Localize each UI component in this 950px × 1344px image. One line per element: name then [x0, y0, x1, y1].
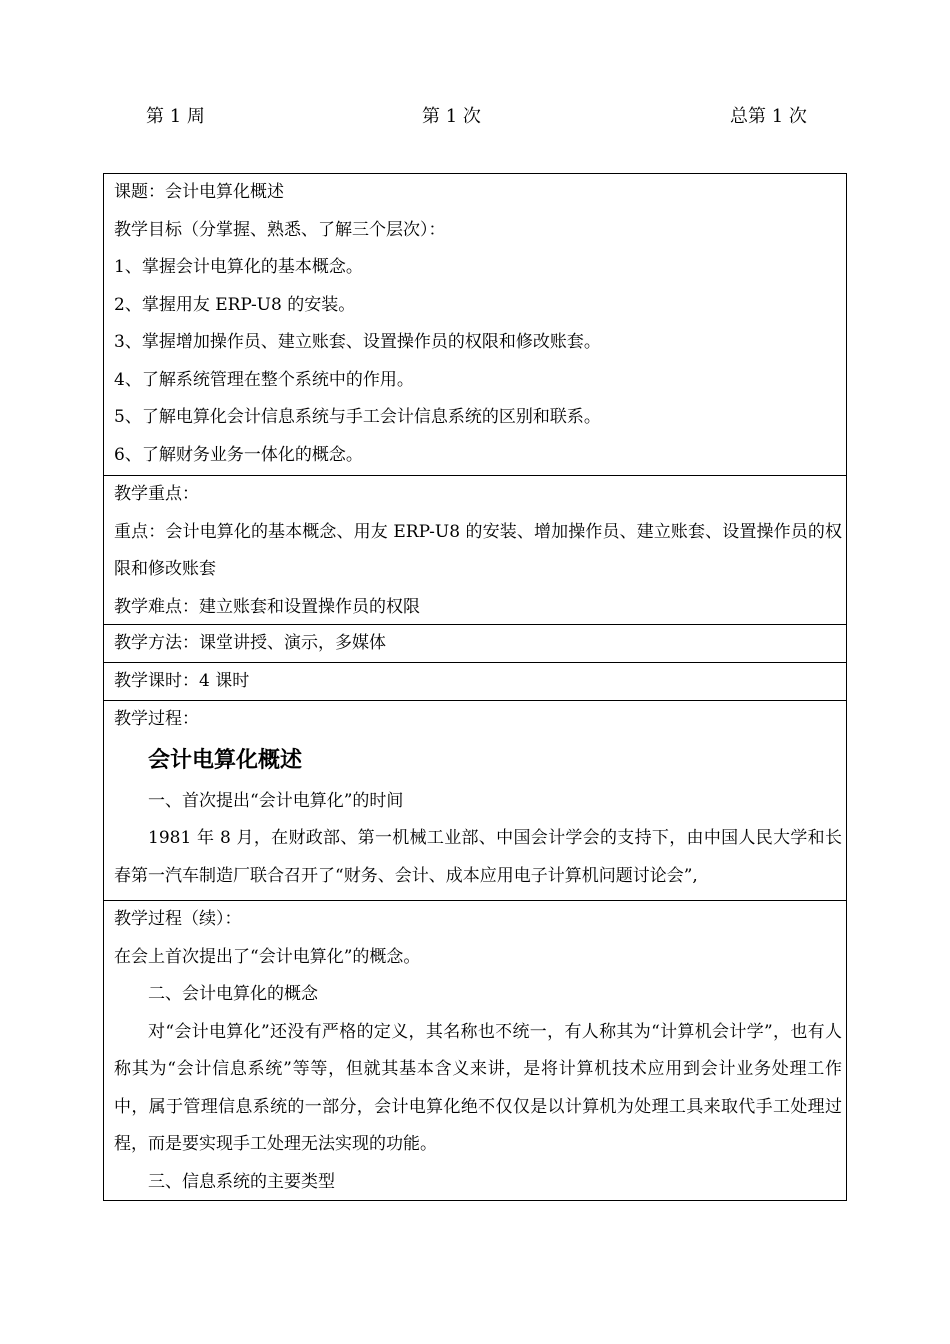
section-3-heading: 三、信息系统的主要类型	[148, 1171, 335, 1192]
method-cell	[104, 624, 846, 662]
key-points-cell	[104, 475, 846, 624]
section-1-paragraph-end: 在会上首次提出了“会计电算化”的概念。	[114, 946, 421, 967]
key-points-heading: 教学重点：	[114, 484, 199, 504]
key-points-focus: 重点：会计电算化的基本概念、用友 ERP-U8 的安装、增加操作员、建立账套、设置操作员的权限和修改账套	[114, 521, 842, 579]
process-heading: 教学过程：	[114, 709, 199, 729]
goal-item: 1、掌握会计电算化的基本概念。	[114, 257, 363, 277]
process-continued-heading: 教学过程（续）：	[114, 909, 242, 929]
section-2-heading: 二、会计电算化的概念	[148, 984, 318, 1004]
section-2-paragraph: 对“会计电算化”还没有严格的定义，其名称也不统一，有人称其为“计算机会计学”，也有人称其为“会计信息系统”等等，但就其基本含义来讲，是将计算机技术应用到会计业务处理工作中，属于管理信息系统的一部分，会计电算化绝不仅仅是以计算机为处理工具来取代手工处理过程，而是要实现手工处理无法实现的功能。	[114, 1021, 842, 1154]
process-title: 会计电算化概述	[148, 747, 303, 773]
goal-item: 2、掌握用友 ERP-U8 的安装。	[114, 294, 356, 315]
section-1-paragraph: 1981 年 8 月，在财政部、第一机械工业部、中国会计学会的支持下，由中国人民大学和长春第一汽车制造厂联合召开了“财务、会计、成本应用电子计算机问题讨论会”,	[114, 828, 842, 886]
goals-heading: 教学目标（分掌握、熟悉、了解三个层次）：	[114, 219, 446, 240]
teaching-method: 教学方法：课堂讲授、演示，多媒体	[114, 633, 386, 653]
process-continued-cell	[104, 900, 846, 1200]
section-1-heading: 一、首次提出“会计电算化”的时间	[148, 790, 404, 811]
goal-item: 5、了解电算化会计信息系统与手工会计信息系统的区别和联系。	[114, 407, 601, 427]
session-label: 第 1 次	[422, 106, 481, 127]
total-session-label: 总第 1 次	[730, 106, 807, 127]
topic-cell	[104, 174, 846, 475]
goal-item: 3、掌握增加操作员、建立账套、设置操作员的权限和修改账套。	[114, 332, 601, 352]
topic-title: 课题：会计电算化概述	[114, 182, 284, 202]
lesson-plan-table	[103, 173, 847, 1201]
goal-item: 4、了解系统管理在整个系统中的作用。	[114, 369, 414, 390]
key-points-difficulty: 教学难点：建立账套和设置操作员的权限	[114, 596, 420, 617]
goal-item: 6、了解财务业务一体化的概念。	[114, 444, 363, 465]
hours-cell	[104, 662, 846, 700]
process-cell	[104, 700, 846, 900]
teaching-hours: 教学课时：4 课时	[114, 671, 250, 691]
week-label: 第 1 周	[146, 106, 205, 127]
